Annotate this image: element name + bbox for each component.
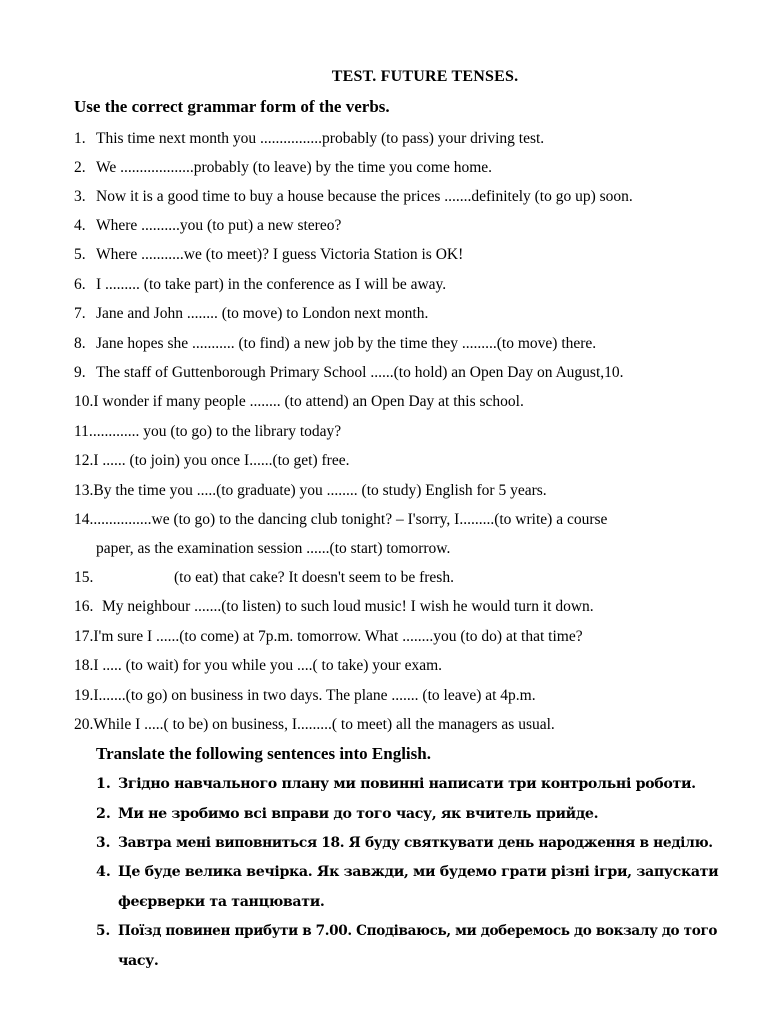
translation-item: 3. Завтра мені виповниться 18. Я буду святкувати день народження в неділю. [96,835,713,851]
exercise-item: 4. Where ..........you (to put) a new stereo? [74,217,342,234]
exercise-item: 13.By the time you .....(to graduate) you ........ (to study) English for 5 years. [74,482,547,499]
exercise-item: 16. My neighbour .......(to listen) to such loud music! I wish he would turn it down. [74,598,594,615]
exercise-item-continuation: paper, as the examination session ......(to start) tomorrow. [96,540,451,557]
exercise-item: 20.While I .....( to be) on business, I.........( to meet) all the managers as usual. [74,716,555,733]
exercise-item: 17.I'm sure I ......(to come) at 7p.m. tomorrow. What ........you (to do) at that time? [74,628,583,645]
exercise-item: 7. Jane and John ........ (to move) to London next month. [74,305,429,322]
exercise-item: 18.I ..... (to wait) for you while you ....( to take) your exam. [74,657,443,674]
translation-item: 2. Ми не зробимо всі вправи до того часу, як вчитель прийде. [96,806,599,822]
exercise-item: 8. Jane hopes she ........... (to find) a new job by the time they .........(to move) there. [74,335,597,352]
exercise-item: 12.I ...... (to join) you once I......(to get) free. [74,452,350,469]
translation-item: 4. Це буде велика вечірка. Як завжди, ми будемо грати різні ігри, запускати [96,864,719,880]
instruction-heading: Use the correct grammar form of the verbs. [74,97,390,116]
exercise-item: 6. I ......... (to take part) in the conference as I will be away. [74,276,447,293]
exercise-item: 10.I wonder if many people ........ (to attend) an Open Day at this school. [74,393,524,410]
translation-item: 1. Згідно навчального плану ми повинні написати три контрольні роботи. [96,776,696,792]
exercise-item: 15. (to eat) that cake? It doesn't seem to be fresh. [74,569,454,586]
translate-heading: Translate the following sentences into English. [96,744,431,763]
exercise-item: 3. Now it is a good time to buy a house because the prices .......definitely (to go up) soon. [74,188,633,205]
exercise-item: 19.I.......(to go) on business in two days. The plane ....... (to leave) at 4p.m. [74,687,536,704]
translation-item-continuation: часу. [118,953,159,969]
exercise-item: 11............. you (to go) to the library today? [74,423,342,440]
translation-item: 5. Поїзд повинен прибути в 7.00. Сподіваюсь, ми доберемось до вокзалу до того [96,923,718,939]
exercise-item: 14................we (to go) to the dancing club tonight? – I'sorry, I.........(to write) a course [74,511,608,528]
exercise-item: 1. This time next month you ................probably (to pass) your driving test. [74,130,545,147]
exercise-item: 5. Where ...........we (to meet)? I guess Victoria Station is OK! [74,246,464,263]
exercise-item: 2. We ...................probably (to leave) by the time you come home. [74,159,493,176]
translation-item-continuation: феєрверки та танцювати. [118,894,325,910]
exercise-item: 9. The staff of Guttenborough Primary School ......(to hold) an Open Day on August,10. [74,364,624,381]
page-title: TEST. FUTURE TENSES. [331,68,519,85]
